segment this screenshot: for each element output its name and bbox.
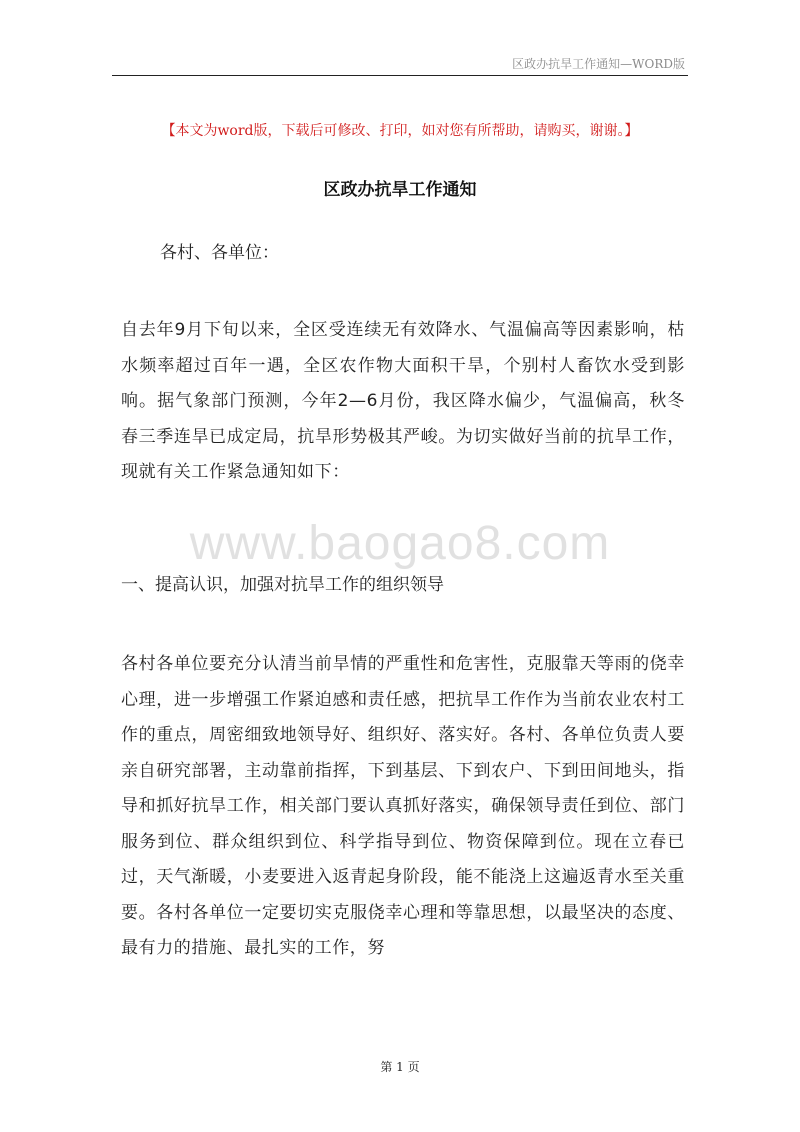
watermark: www.baogao8.com	[189, 517, 611, 570]
running-header: 区政办抗旱工作通知—WORD版	[512, 57, 685, 71]
header-divider	[112, 75, 688, 76]
document-title: 区政办抗旱工作通知	[323, 180, 477, 200]
salutation: 各村、各单位：	[160, 243, 279, 263]
body-paragraph: 各村各单位要充分认清当前旱情的严重性和危害性，克服靠天等雨的侥幸心理，进一步增强工作紧迫感和责任感，把抗旱工作作为当前农业农村工作的重点，周密细致地领导好、组织好、落实好。各村、各单位负责人要亲自研究部署，主动靠前指挥，下到基层、下到农户、下到田间地头，指导和抓好抗旱工作，相关部门要认真抓好落实，确保领导责任到位、部门服务到位、群众组织到位、科学指导到位、物资保障到位。现在立春已过，天气渐暖，小麦要进入返青起身阶段，能不能浇上这遍返青水至关重要。各村各单位一定要切实克服侥幸心理和等靠思想，以最坚决的态度、最有力的措施、最扎实的工作，努	[121, 654, 685, 958]
page-number: 第 1 页	[380, 1060, 420, 1074]
download-notice: 【本文为word版，下载后可修改、打印，如对您有所帮助，请购买，谢谢。】	[161, 123, 639, 139]
body-paragraph: 自去年9月下旬以来，全区受连续无有效降水、气温偏高等因素影响，枯水频率超过百年一遇，全区农作物大面积干旱，个别村人畜饮水受到影响。据气象部门预测，今年2—6月份，我区降水偏少，气温偏高，秋冬春三季连旱已成定局，抗旱形势极其严峻。为切实做好当前的抗旱工作，现就有关工作紧急通知如下：	[121, 320, 685, 482]
section-heading: 一、提高认识，加强对抗旱工作的组织领导	[121, 575, 444, 595]
